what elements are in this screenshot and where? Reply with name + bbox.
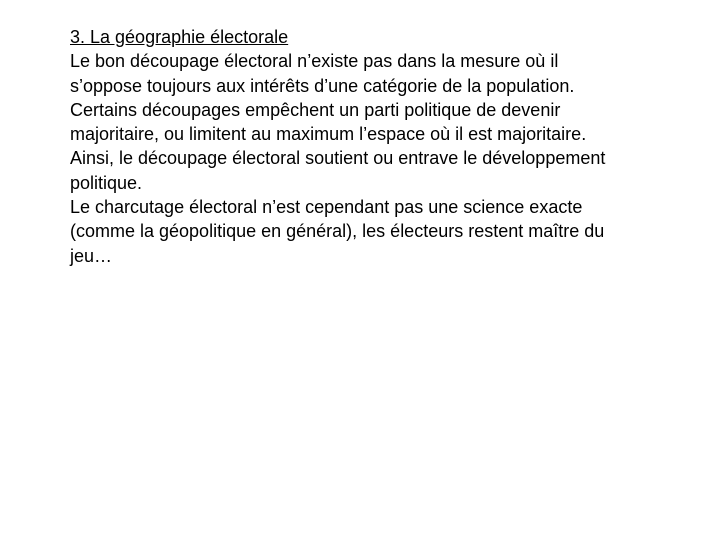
paragraph-line: Ainsi, le découpage électoral soutient ou entrave le développement [70,148,606,169]
paragraph-line: Le bon découpage électoral n’existe pas dans la mesure où il [70,51,559,72]
paragraph-line: (comme la géopolitique en général), les électeurs restent maître du [70,221,605,242]
paragraph-line: s’oppose toujours aux intérêts d’une catégorie de la population. [70,75,575,96]
section-heading: 3. La géographie électorale [70,27,289,47]
text-block [70,25,670,268]
paragraph-line: politique. [70,172,143,193]
paragraph-1 [70,49,670,195]
paragraph-line: majoritaire, ou limitent au maximum l’espace où il est majoritaire. [70,124,587,145]
paragraph-line: Le charcutage électoral n’est cependant pas une science exacte [70,197,583,218]
paragraph-line: jeu… [70,245,113,266]
paragraph-line: Certains découpages empêchent un parti politique de devenir [70,99,561,120]
paragraph-2 [70,195,670,268]
